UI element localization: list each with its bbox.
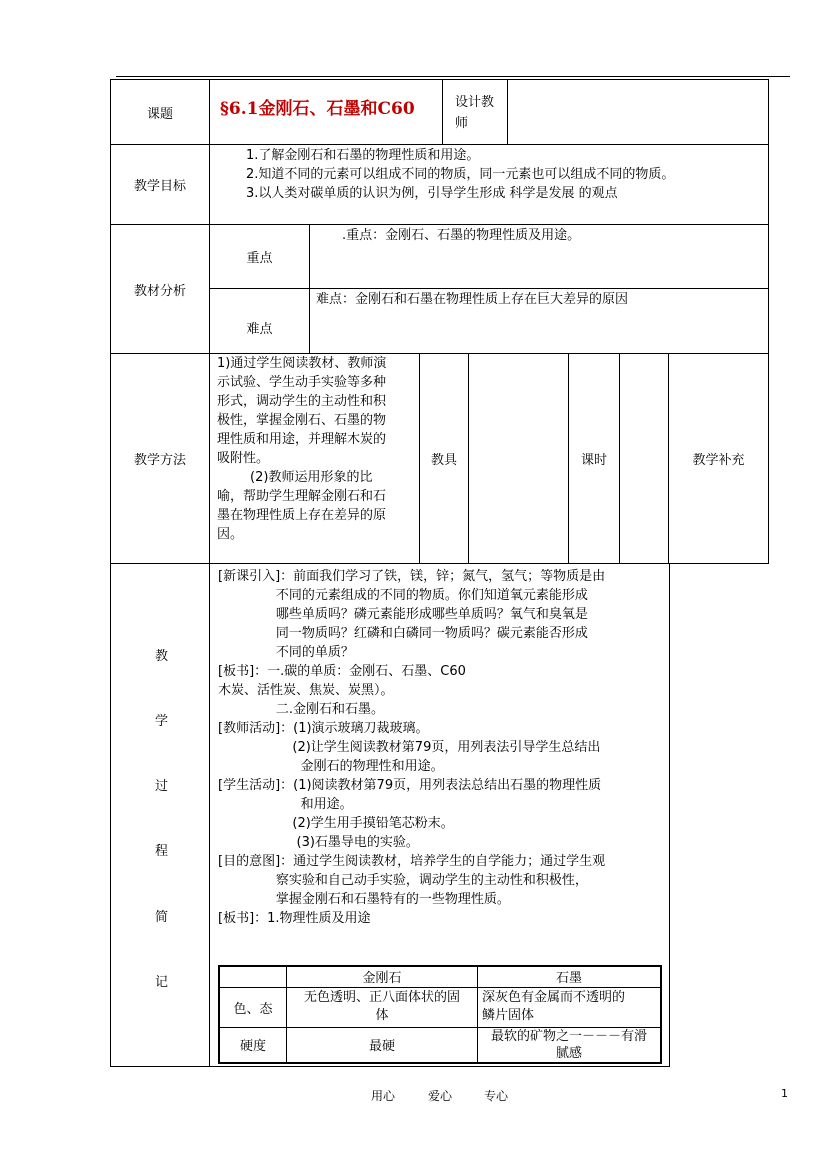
- lesson-title-cell: [209, 79, 443, 145]
- process-line: 金刚石的物理性和用途。: [218, 759, 444, 774]
- label-topic: 课题: [110, 79, 210, 145]
- process-line: 木炭、活性炭、焦炭、炭黑）。: [218, 683, 394, 698]
- label-tools: 教具: [419, 353, 469, 564]
- process-line: 掌握金刚石和石墨特有的一些物理性质。: [218, 892, 510, 907]
- table-row: [219, 987, 661, 1027]
- process-line: (2)学生用手摸铅笔芯粉末。: [218, 816, 454, 831]
- label-difficulty: 难点: [209, 288, 310, 354]
- page-number: 1: [781, 1087, 788, 1100]
- process-line: [板书]：1.物理性质及用途: [218, 911, 371, 926]
- process-bottom-rule: [110, 1066, 670, 1067]
- table-row: [219, 1027, 661, 1063]
- process-line: 不同的单质？: [218, 645, 354, 660]
- process-line: 哪些单质吗？磷元素能形成哪些单质吗？氧气和臭氧是: [218, 607, 588, 622]
- process-line: 不同的元素组成的不同的物质。你们知道氧元素能形成: [218, 588, 588, 603]
- designer-value: [507, 79, 769, 145]
- process-line: [板书]：一.碳的单质：金刚石、石墨、C60: [218, 664, 466, 679]
- label-hours: 课时: [568, 353, 620, 564]
- difficulty-cell: [309, 288, 769, 354]
- process-line: [学生活动]：(1)阅读教材第79页，用列表法总结出石墨的物理性质: [218, 778, 602, 793]
- goal-line-3: 3.以人类对碳单质的认识为例，引导学生形成 科学是发展 的观点: [246, 186, 618, 201]
- process-line: [目的意图]：通过学生阅读教材，培养学生的自学能力；通过学生观: [218, 854, 606, 869]
- key-point-text: .重点：金刚石、石墨的物理性质及用途。: [342, 228, 581, 243]
- table-header-cell: 石墨: [478, 966, 662, 987]
- process-char-3: 过: [155, 779, 169, 794]
- label-method: 教学方法: [110, 353, 210, 564]
- table-cell: 深灰色有金属而不透明的 鳞片固体: [478, 987, 662, 1027]
- tools-value: [468, 353, 569, 564]
- goal-line-1: 1.了解金刚石和石墨的物理性质和用途。: [246, 148, 480, 163]
- table-header-row: [219, 966, 661, 987]
- process-char-6: 记: [155, 975, 169, 990]
- label-supplement: 教学补充: [668, 353, 769, 564]
- process-char-2: 学: [155, 714, 169, 729]
- process-line: 同一物质吗？红磷和白磷同一物质吗？碳元素能否形成: [218, 626, 588, 641]
- table-cell: 最硬: [287, 1027, 478, 1063]
- label-analysis: 教材分析: [110, 224, 210, 354]
- method-text: 1)通过学生阅读教材、教师演 示试验、学生动手实验等多种 形式，调动学生的主动性和积 极性，掌握金刚石、石墨的物 理性质和用途，并理解木炭的 吸附性。 (2)教师运用形象的比 喻，帮助学生理解金刚石和石 墨在物理性质上存在差异的原 因。: [217, 356, 387, 542]
- header-rule: [116, 76, 790, 77]
- process-char-4: 程: [155, 844, 169, 859]
- designer-label: 设计教 师: [442, 79, 508, 145]
- properties-table: [218, 965, 662, 1064]
- process-char-5: 简: [155, 910, 169, 925]
- label-goals: 教学目标: [110, 144, 210, 225]
- key-point-cell: [309, 224, 769, 289]
- label-key-point: 重点: [209, 224, 310, 289]
- footer-item: 用心: [371, 1089, 396, 1103]
- goal-line-2: 2.知道不同的元素可以组成不同的物质，同一元素也可以组成不同的物质。: [246, 167, 675, 182]
- process-line: 察实验和自己动手实验，调动学生的主动性和积极性，: [218, 873, 588, 888]
- process-line: [教师活动]：(1)演示玻璃刀裁玻璃。: [218, 721, 429, 736]
- process-line: 和用途。: [218, 797, 353, 812]
- process-line: 二.金刚石和石墨。: [218, 702, 384, 717]
- table-cell: 最软的矿物之一－－－有滑 腻感: [478, 1027, 662, 1063]
- hours-value: [619, 353, 669, 564]
- goals-content: [209, 144, 769, 225]
- label-process: [110, 563, 210, 1067]
- table-cell: 硬度: [219, 1027, 287, 1063]
- table-cell: 无色透明、正八面体状的固 体: [287, 987, 478, 1027]
- process-line: [新课引入]：前面我们学习了铁，镁，锌；氮气，氢气；等物质是由: [218, 569, 606, 584]
- method-cell: [209, 353, 420, 564]
- footer-item: 专心: [484, 1089, 509, 1103]
- lesson-title: §6.1金刚石、石墨和C60: [220, 99, 415, 119]
- table-header-cell: [219, 966, 287, 987]
- process-char-1: 教: [155, 649, 169, 664]
- process-line: (3)石墨导电的实验。: [218, 835, 419, 850]
- footer-item: 爱心: [428, 1089, 453, 1103]
- table-header-cell: 金刚石: [287, 966, 478, 987]
- process-line: (2)让学生阅读教材第79页，用列表法引导学生总结出: [218, 740, 601, 755]
- table-cell: 色、态: [219, 987, 287, 1027]
- difficulty-text: 难点：金刚石和石墨在物理性质上存在巨大差异的原因: [316, 292, 629, 307]
- process-lines: [218, 567, 605, 928]
